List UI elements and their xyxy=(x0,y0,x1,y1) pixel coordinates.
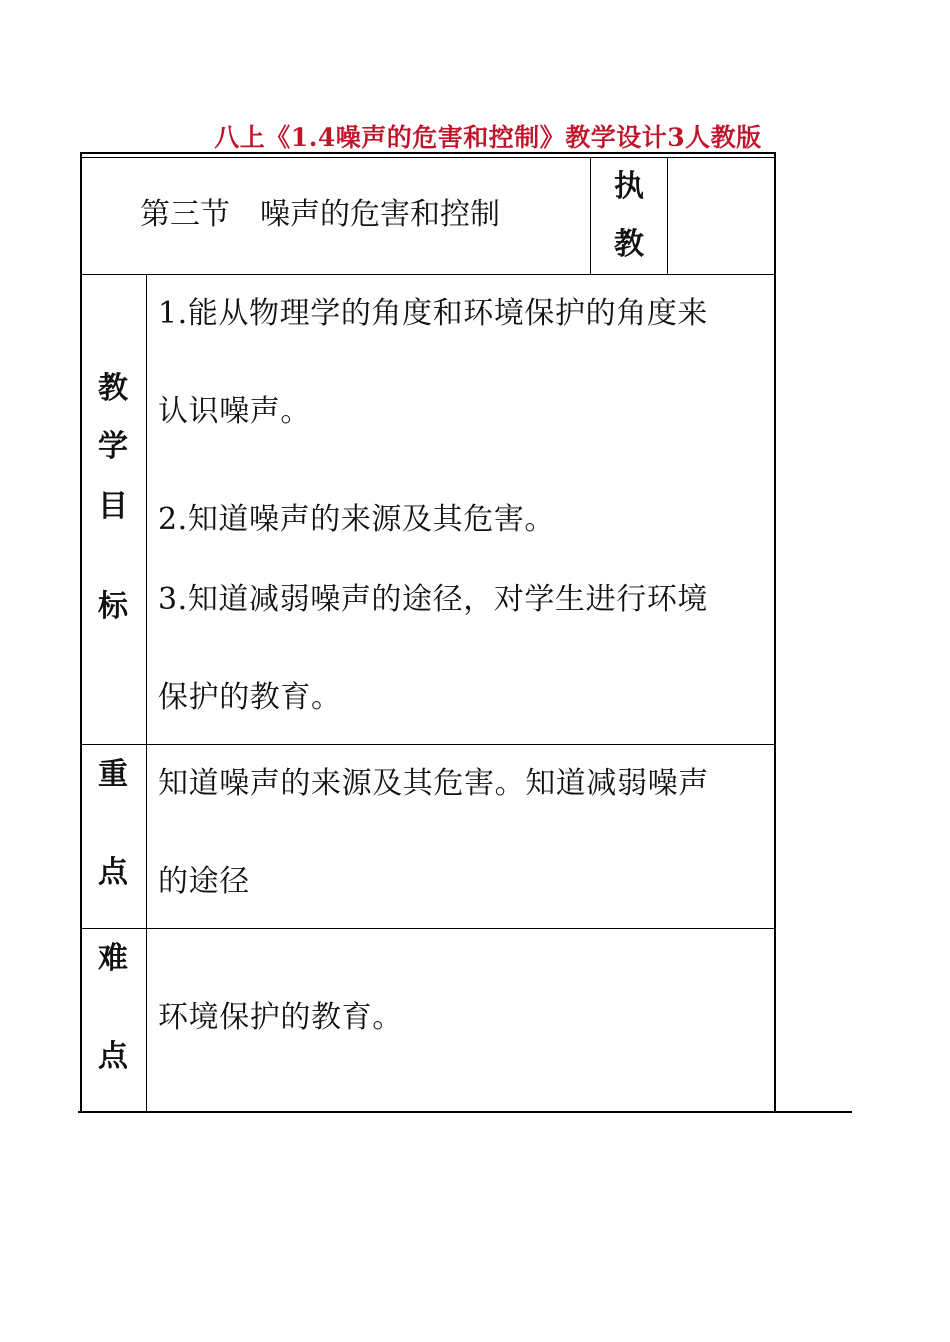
row-divider-key-points xyxy=(80,928,776,929)
key-points-line-2: 的途径 xyxy=(158,864,250,899)
table-top-border xyxy=(80,152,776,154)
key-points-label-1: 重 xyxy=(98,757,128,792)
document-title: 八上《1.4噪声的危害和控制》教学设计3人教版 xyxy=(214,123,762,152)
objective-line-1: 1.能从物理学的角度和环境保护的角度来 xyxy=(158,296,709,331)
header-divider-2 xyxy=(667,157,668,275)
side-label-zhi: 执 xyxy=(614,169,644,204)
objective-line-2: 认识噪声。 xyxy=(158,394,311,429)
objectives-label-3: 目 xyxy=(98,489,128,524)
objectives-label-1: 教 xyxy=(98,371,128,406)
difficult-points-line-1: 环境保护的教育。 xyxy=(158,1000,403,1035)
objective-line-4: 3.知道减弱噪声的途径，对学生进行环境 xyxy=(158,582,709,617)
row-divider-objectives xyxy=(80,744,776,745)
header-divider-1 xyxy=(590,157,591,275)
objective-line-5: 保护的教育。 xyxy=(158,680,342,715)
objectives-label-2: 学 xyxy=(98,429,128,464)
side-label-jiao: 教 xyxy=(614,227,644,262)
difficult-points-label-2: 点 xyxy=(98,1039,128,1074)
label-column-border xyxy=(146,274,147,1112)
objectives-label-4: 标 xyxy=(98,589,128,624)
table-left-border xyxy=(80,152,82,1113)
table-bottom-border xyxy=(78,1111,852,1113)
lesson-title: 第三节 噪声的危害和控制 xyxy=(140,197,500,232)
objective-line-3: 2.知道噪声的来源及其危害。 xyxy=(158,502,556,537)
key-points-line-1: 知道噪声的来源及其危害。知道减弱噪声 xyxy=(158,766,709,801)
table-right-border xyxy=(774,152,776,1113)
table-top-border-inner xyxy=(80,157,776,158)
row-divider-header xyxy=(80,274,776,275)
key-points-label-2: 点 xyxy=(98,855,128,890)
difficult-points-label-1: 难 xyxy=(98,941,128,976)
